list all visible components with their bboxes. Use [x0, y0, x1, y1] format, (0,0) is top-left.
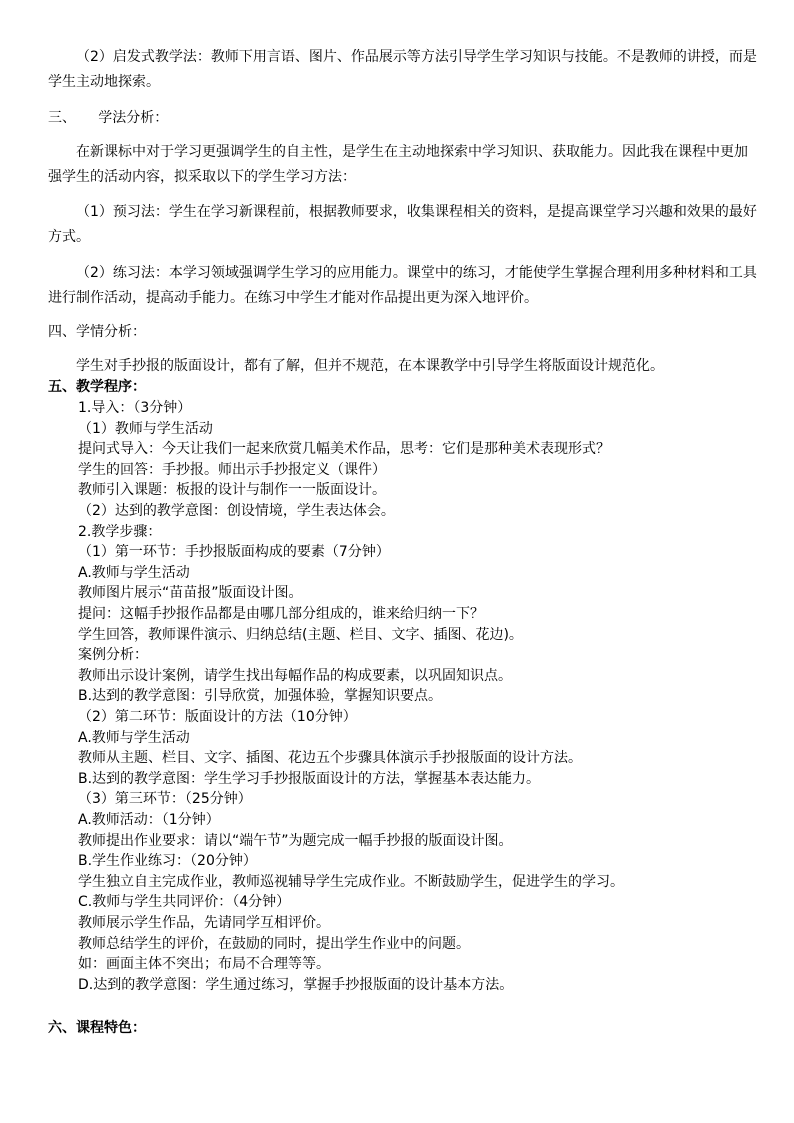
procedure-line: 提问：这幅手抄报作品都是由哪几部分组成的，谁来给归纳一下？	[78, 606, 484, 622]
procedure-line: 教师图片展示“苗苗报”版面设计图。	[78, 585, 303, 602]
procedure-line: 教师从主题、栏目、文字、插图、花边五个步骤具体演示手抄报版面的设计方法。	[78, 750, 582, 767]
paragraph-preview-method: （1）预习法：学生在学习新课程前，根据教师要求，收集课程相关的资料，是提高课堂学习兴趣和效果的最好方式。	[48, 204, 757, 245]
procedure-line: 教师引入课题：板报的设计与制作一一版面设计。	[78, 482, 386, 499]
procedure-line: （1）第一环节：手抄报版面构成的要素（7分钟）	[78, 544, 390, 561]
procedure-line: B.达到的教学意图：学生学习手抄报版面设计的方法，掌握基本表达能力。	[78, 770, 541, 787]
procedure-line: B.学生作业练习：（20分钟）	[78, 853, 257, 870]
section-heading-learning-methods: 三、 学法分析：	[48, 110, 169, 126]
procedure-line: 1.导入：（3分钟）	[78, 400, 192, 416]
paragraph-student-analysis: 学生对手抄报的版面设计，都有了解，但并不规范，在本课教学中引导学生将版面设计规范化。	[76, 358, 664, 374]
procedure-line: 学生的回答：手抄报。师出示手抄报定义（课件）	[78, 461, 386, 478]
procedure-line: 提问式导入：今天让我们一起来欣赏几幅美术作品，思考：它们是那种美术表现形式？	[78, 441, 610, 458]
procedure-line: A.教师与学生活动	[78, 729, 190, 746]
procedure-line: 教师出示设计案例，请学生找出每幅作品的构成要素，以巩固知识点。	[78, 667, 512, 684]
procedure-line: 如：画面主体不突出；布局不合理等等。	[78, 956, 330, 973]
procedure-line: D.达到的教学意图：学生通过练习，掌握手抄报版面的设计基本方法。	[78, 976, 514, 993]
procedure-line: 学生独立自主完成作业，教师巡视辅导学生完成作业。不断鼓励学生，促进学生的学习。	[78, 873, 624, 890]
procedure-line: 学生回答，教师课件演示、归纳总结(主题、栏目、文字、插图、花边)。	[78, 626, 523, 643]
procedure-line: 教师提出作业要求：请以“端午节”为题完成一幅手抄报的版面设计图。	[78, 832, 513, 849]
procedure-line: A.教师与学生活动	[78, 564, 190, 581]
procedure-line: B.达到的教学意图：引导欣赏，加强体验，掌握知识要点。	[78, 688, 443, 705]
section-heading-student-analysis: 四、学情分析：	[48, 324, 146, 340]
procedure-line: （3）第三环节：（25分钟）	[78, 791, 252, 808]
procedure-line: （2）达到的教学意图：创设情境，学生表达体会。	[78, 503, 395, 519]
section-heading-teaching-procedure: 五、教学程序：	[48, 379, 146, 395]
procedure-line: 教师展示学生作品，先请同学互相评价。	[78, 915, 330, 931]
paragraph-practice-method: （2）练习法：本学习领域强调学生学习的应用能力。课堂中的练习，才能使学生掌握合理利用多种材料和工具进行制作活动，提高动手能力。在练习中学生才能对作品提出更为深入地评价。	[48, 265, 757, 306]
procedure-line: C.教师与学生共同评价：（4分钟）	[78, 894, 291, 911]
procedure-line: 2.教学步骤：	[78, 523, 162, 540]
paragraph-learning-intro: 在新课标中对于学习更强调学生的自主性，是学生在主动地探索中学习知识、获取能力。因此我在课程中更加强学生的活动内容，拟采取以下的学生学习方法：	[48, 144, 748, 185]
paragraph-heuristic-method: （2）启发式教学法：教师下用言语、图片、作品展示等方法引导学生学习知识与技能。不是教师的讲授，而是学生主动地探索。	[48, 49, 757, 90]
procedure-line: 案例分析：	[78, 647, 148, 664]
procedure-line: （2）第二环节：版面设计的方法（10分钟）	[78, 709, 357, 725]
procedure-line: （1）教师与学生活动	[78, 420, 213, 437]
procedure-line: A.教师活动：（1分钟）	[78, 812, 220, 828]
section-heading-course-features: 六、课程特色：	[48, 1020, 146, 1036]
procedure-line: 教师总结学生的评价，在鼓励的同时，提出学生作业中的问题。	[78, 935, 470, 952]
